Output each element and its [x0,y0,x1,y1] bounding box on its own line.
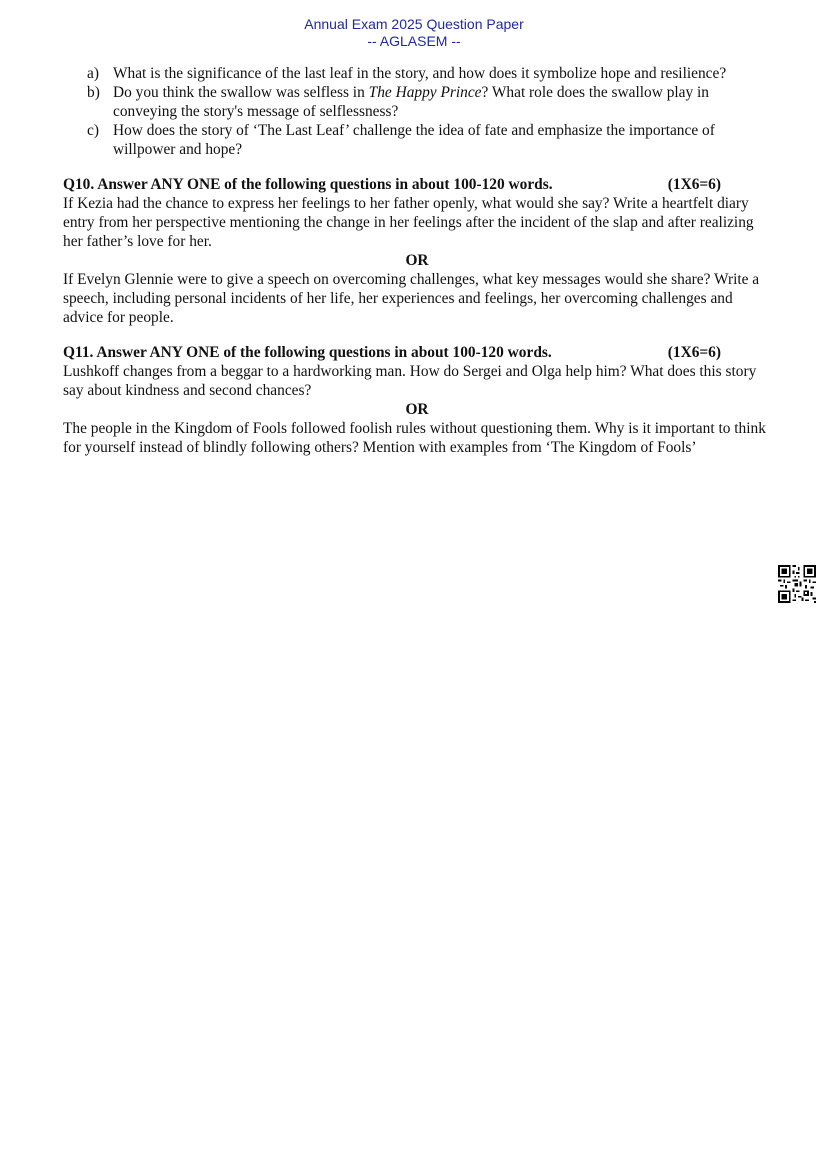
question-instruction: Q10. Answer ANY ONE of the following questions in about 100-120 words. [63,176,553,193]
sub-question-text-part: Do you think the swallow was selfless in [113,84,369,101]
question-option-2: The people in the Kingdom of Fools followed foolish rules without questioning them. Why is it important to think for yourself instead of blindly following others? Mention with examples from ‘The Kingdom of Fools’ [63,420,766,456]
question-option-2: If Evelyn Glennie were to give a speech on overcoming challenges, what key messages would she share? Write a speech, including personal incidents of her life, her experiences and feelings, her overcoming challenges and advice for people. [63,271,760,326]
sub-question-text-part: ? What role does the swallow play in conveying the story's message of selflessness? [113,84,710,120]
sub-question-c [63,121,771,159]
question-10 [63,175,771,327]
sub-question-letter: a) [87,65,99,82]
header-source: -- AGLASEM -- [367,33,461,49]
question-marks: (1X6=6) [667,176,721,193]
question-heading [63,175,771,194]
sub-question-text: What is the significance of the last leaf in the story, and how does it symbolize hope and resilience? [113,65,727,82]
sub-question-a [63,64,771,83]
question-instruction: Q11. Answer ANY ONE of the following questions in about 100-120 words. [63,344,552,361]
or-separator: OR [405,252,429,269]
story-title: The Happy Prince [368,84,482,101]
sub-question-b [63,83,771,121]
question-option-1: Lushkoff changes from a beggar to a hardworking man. How do Sergei and Olga help him? What does this story say about kindness and second chances? [63,363,757,399]
sub-question-letter: c) [87,122,99,139]
question-marks: (1X6=6) [667,344,721,361]
q9-sub-questions [63,64,771,159]
question-content [63,64,771,473]
question-heading [63,343,771,362]
sub-question-text [113,83,771,121]
question-option-1: If Kezia had the chance to express her feelings to her father openly, what would she say? Write a heartfelt diary entry from her perspective mentioning the change in her feelings after the incident of the slap and after realizing her father’s love for her. [63,195,754,250]
sub-question-text: How does the story of ‘The Last Leaf’ challenge the idea of fate and emphasize the importance of willpower and hope? [113,122,715,158]
or-separator: OR [405,401,429,418]
page-header [0,16,828,50]
header-title: Annual Exam 2025 Question Paper [304,16,524,32]
question-11 [63,343,771,457]
qr-code-icon[interactable] [778,565,816,603]
sub-question-letter: b) [87,84,100,101]
